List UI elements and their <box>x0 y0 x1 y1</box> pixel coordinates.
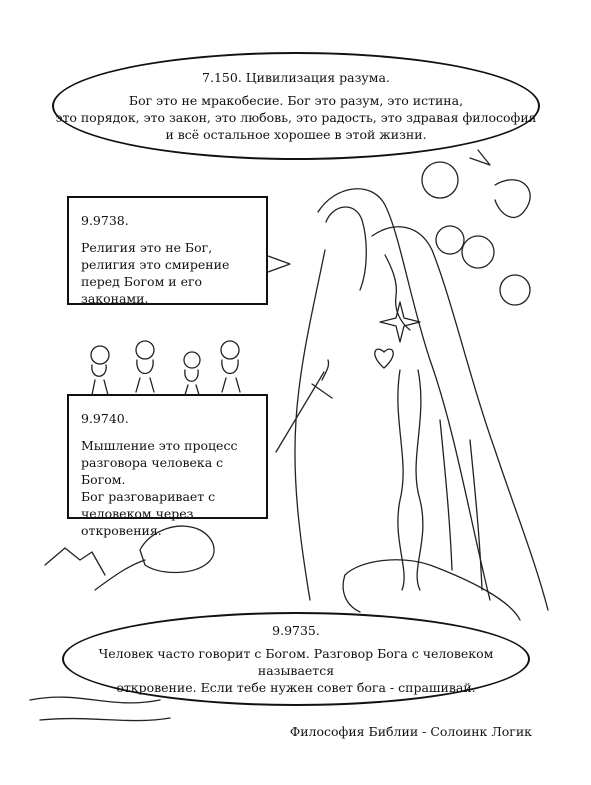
quote-bubble-top <box>52 52 540 160</box>
reclining-face <box>343 575 360 612</box>
quote-text: Человек часто говорит с Богом. Разговор Бога с человеком называется откровение. Если тебе нужен совет бога - спрашивай. <box>98 646 494 695</box>
quote-number: 9.9740. <box>81 411 129 426</box>
devil-body-1 <box>92 365 108 395</box>
hood-inner <box>326 207 366 290</box>
devil-head-3 <box>184 352 200 368</box>
devil-body-2 <box>136 360 154 392</box>
reclining-head <box>345 560 520 620</box>
quote-box-1 <box>67 196 268 305</box>
cherub-head-1 <box>422 162 458 198</box>
veil-outline <box>318 189 490 600</box>
quote-text: Бог это не мракобесие. Бог это разум, это истина, это порядок, это закон, это любовь, это радость, это здравая философия и всё остальное хорошее в этой жизни. <box>55 93 537 142</box>
star-shape <box>380 302 420 342</box>
cherub-head-3 <box>500 275 530 305</box>
book-credit: Философия Библии - Солоинк Логик <box>289 724 532 739</box>
arm-left <box>95 560 145 590</box>
flame-column <box>398 370 404 590</box>
ground-lines <box>30 697 170 720</box>
flame-column-2 <box>416 370 423 590</box>
devil-head-4 <box>221 341 239 359</box>
sword-hilt <box>322 360 329 380</box>
mountains <box>45 548 105 575</box>
quote-text: Мышление это процесс разговора человека с Богом. Бог разговаривает с человеком через откровения. <box>81 438 238 538</box>
cherub-wing <box>495 180 530 218</box>
figure-body-left <box>295 250 325 600</box>
devil-head-2 <box>136 341 154 359</box>
devil-head-1 <box>91 346 109 364</box>
devil-body-4 <box>222 360 240 392</box>
quote-text: Религия это не Бог, религия это смирение перед Богом и его законами. <box>81 240 230 306</box>
tail-box1 <box>268 256 290 272</box>
cherub-head-4 <box>436 226 464 254</box>
quote-number: 9.9735. <box>272 623 320 638</box>
quote-bubble-bottom <box>62 612 530 706</box>
heart-shape <box>375 349 393 368</box>
cherub-head-2 <box>462 236 494 268</box>
quote-number: 9.9738. <box>81 213 129 228</box>
quote-box-2 <box>67 394 268 538</box>
tail-top-bubble <box>470 150 490 165</box>
quote-number: 7.150. Цивилизация разума. <box>202 70 390 85</box>
sword-guard <box>312 384 332 398</box>
wheat-stalk <box>440 420 482 590</box>
